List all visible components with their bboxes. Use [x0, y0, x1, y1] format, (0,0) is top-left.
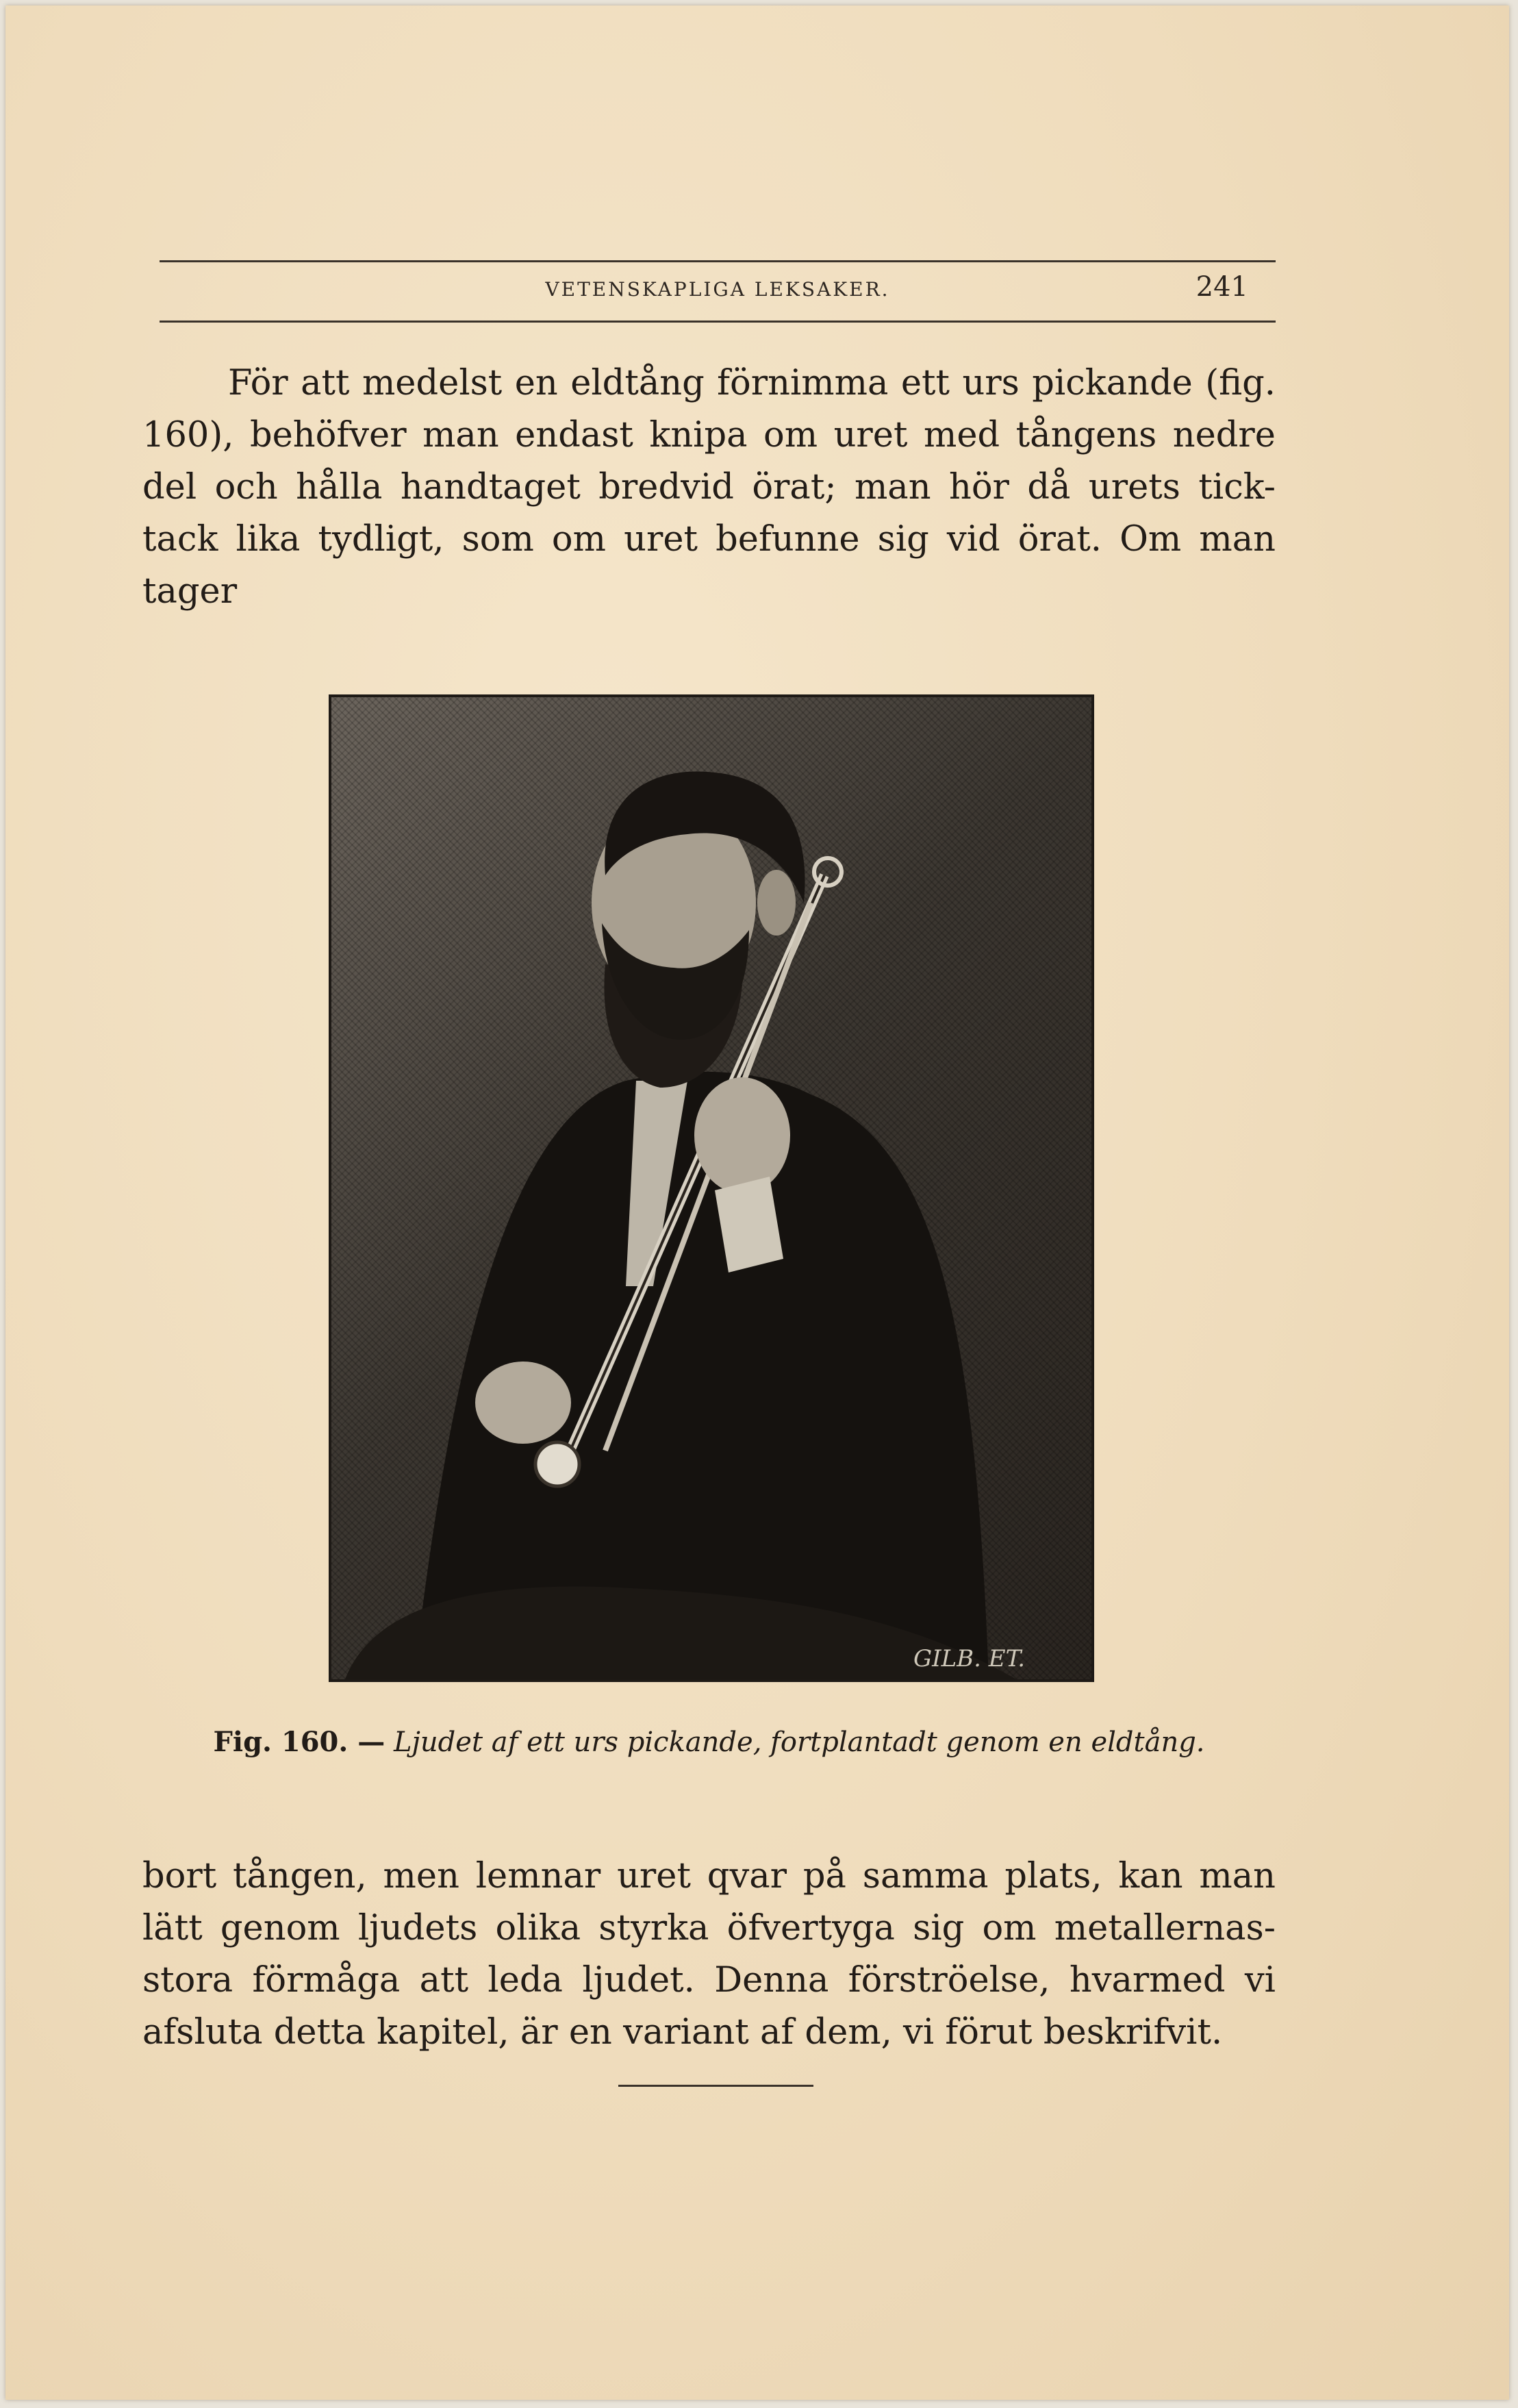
page-number: 241: [1196, 271, 1248, 303]
header-rule-top: [160, 260, 1276, 262]
engraving-illustration: [331, 697, 1091, 1679]
figure-caption: [142, 1726, 1276, 1758]
paragraph-2: bort tången, men lemnar uret qvar på samma plats, kan man lätt genom ljudets olika styrka öfvertyga sig om metallernas- stora förmåga att leda ljudet. Denna förströelse, hvarmed vi afsluta detta kapitel, är en variant af dem, vi förut beskrifvit.: [142, 1856, 1276, 2053]
engraver-signature: GILB. ET.: [913, 1645, 1026, 1672]
paragraph-1: För att medelst en eldtång förnimma ett urs pickande (fig. 160), behöfver man endast knipa om uret med tångens nedre del och hålla handtaget bredvid örat; man hör då urets tick-tack lika tydligt, som om uret befunne sig vid örat. Om man tager: [142, 363, 1276, 612]
caption-text: Ljudet af ett urs pickande, fortplantadt genom en eldtång.: [393, 1727, 1205, 1758]
caption-label: Fig. 160. —: [213, 1726, 385, 1758]
running-title: VETENSKAPLIGA LEKSAKER.: [545, 278, 890, 301]
header-rule-bottom: [160, 321, 1276, 323]
end-rule: [618, 2085, 813, 2087]
book-page: [5, 5, 1509, 2400]
running-head: [160, 260, 1276, 329]
engraving-figure: [329, 694, 1094, 1682]
